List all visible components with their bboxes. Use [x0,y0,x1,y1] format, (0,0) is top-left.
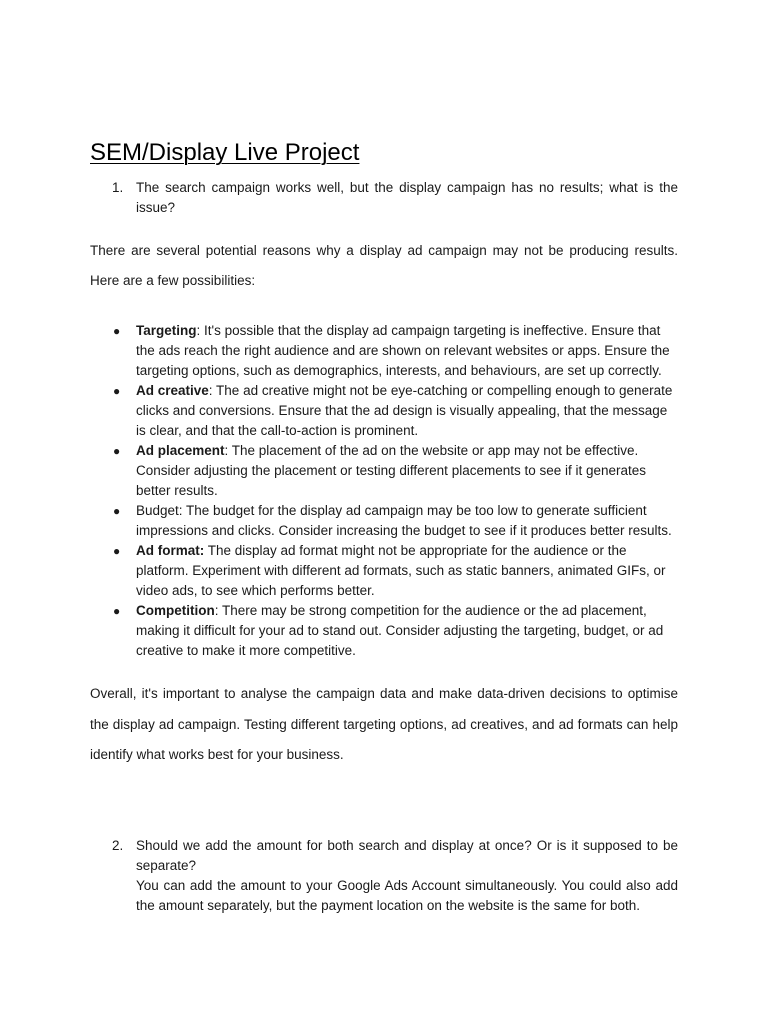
list-item [90,441,678,501]
list-item-text: : The placement of the ad on the website or app may not be effective. Consider adjusting the placement or testing different placements to see if it generates better results. [136,443,647,498]
list-item [90,381,678,441]
question-2-answer: You can add the amount to your Google Ads Account simultaneously. You could also add the amount separately, but the payment location on the website is the same for both. [136,877,678,913]
list-item-heading: Ad creative [136,383,209,398]
question-2 [90,836,678,916]
overall-paragraph: Overall, it's important to analyse the campaign data and make data-driven decisions to optimise the display ad campaign. Testing different targeting options, ad creatives, and ad formats can help identify what works best for your business. [90,686,678,762]
reasons-list [90,321,678,661]
bullet-icon: ● [113,544,121,558]
list-item-text: : The ad creative might not be eye-catching or compelling enough to generate clicks and conversions. Ensure that the ad design is visually appealing, that the message is clear, and that the call-to-action is prominent. [136,383,673,438]
list-item [90,601,678,661]
bullet-icon: ● [113,444,121,458]
question-1 [90,178,678,218]
bullet-icon: ● [113,604,121,618]
question-1-number: 1. [112,180,124,195]
list-item-text: The display ad format might not be appropriate for the audience or the platform. Experiment with different ad formats, such as static banners, animated GIFs, or video ads, to see which performs better. [136,543,666,598]
list-item-heading: Competition [136,603,215,618]
question-1-text: The search campaign works well, but the display campaign has no results; what is the issue? [136,180,678,215]
list-item-text: : There may be strong competition for the audience or the ad placement, making it difficult for your ad to stand out. Consider adjusting the targeting, budget, or ad creative to make it more competitive. [136,603,664,658]
list-item-heading: Ad format: [136,543,205,558]
intro-paragraph: There are several potential reasons why a display ad campaign may not be producing results. Here are a few possibilities: [90,243,678,288]
list-item [90,501,678,541]
list-item [90,541,678,601]
list-item [90,321,678,381]
page-title: SEM/Display Live Project [90,139,360,166]
list-item-text: : It's possible that the display ad campaign targeting is ineffective. Ensure that the ads reach the right audience and are shown on relevant websites or apps. Ensure the targeting options, such as demographics, interests, and behaviours, are set up correctly. [136,323,670,378]
list-item-heading: Ad placement [136,443,225,458]
bullet-icon: ● [113,384,121,398]
bullet-icon: ● [113,504,121,518]
document-page [90,138,678,916]
question-2-text: Should we add the amount for both search and display at once? Or is it supposed to be separate? [136,837,678,873]
list-item-heading: Targeting [136,323,197,338]
list-item-text: Budget: The budget for the display ad campaign may be too low to generate sufficient impressions and clicks. Consider increasing the budget to see if it produces better results. [136,503,672,538]
question-2-number: 2. [112,837,124,853]
bullet-icon: ● [113,324,121,338]
